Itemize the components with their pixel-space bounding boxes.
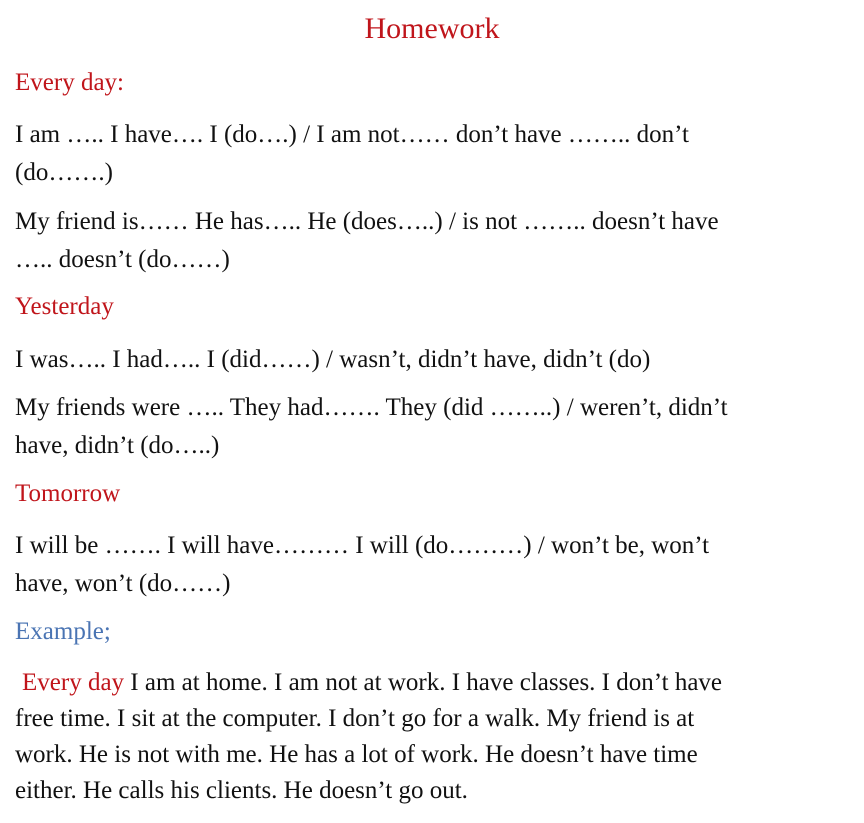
text-line: (do…….) — [15, 159, 113, 186]
heading-tomorrow: Tomorrow — [15, 480, 121, 507]
paragraph-tomorrow-i — [15, 527, 855, 603]
example-line-3: work. He is not with me. He has a lot of work. He doesn’t have time — [15, 741, 698, 768]
text-line: I will be ……. I will have……… I will (do………) / won’t be, won’t — [15, 532, 710, 559]
page-title: Homework — [364, 12, 500, 45]
paragraph-every-day-i — [15, 116, 855, 192]
example-line-4: either. He calls his clients. He doesn’t go out. — [15, 777, 468, 804]
heading-every-day: Every day: — [15, 69, 124, 96]
heading-yesterday: Yesterday — [15, 293, 114, 320]
text-line: have, didn’t (do…..) — [15, 432, 220, 459]
example-line-1: I am at home. I am not at work. I have classes. I don’t have — [124, 669, 723, 696]
text-line: My friends were ….. They had……. They (did ……..) / weren’t, didn’t — [15, 394, 728, 421]
text-line: I was….. I had….. I (did……) / wasn’t, didn’t have, didn’t (do) — [15, 346, 651, 373]
text-line: I am ….. I have…. I (do….) / I am not…… don’t have …….. don’t — [15, 121, 689, 148]
example-lead-every-day: Every day — [22, 669, 125, 696]
heading-example: Example; — [15, 618, 111, 645]
text-line: have, won’t (do……) — [15, 570, 231, 597]
text-line: ….. doesn’t (do……) — [15, 246, 230, 273]
paragraph-every-day-friend — [15, 203, 855, 279]
text-line: My friend is…… He has….. He (does…..) / is not …….. doesn’t have — [15, 208, 719, 235]
paragraph-example — [15, 665, 855, 809]
text-line — [15, 665, 855, 701]
paragraph-yesterday-friends — [15, 389, 855, 465]
paragraph-yesterday-i — [15, 341, 855, 379]
example-line-2: free time. I sit at the computer. I don’t go for a walk. My friend is at — [15, 705, 695, 732]
